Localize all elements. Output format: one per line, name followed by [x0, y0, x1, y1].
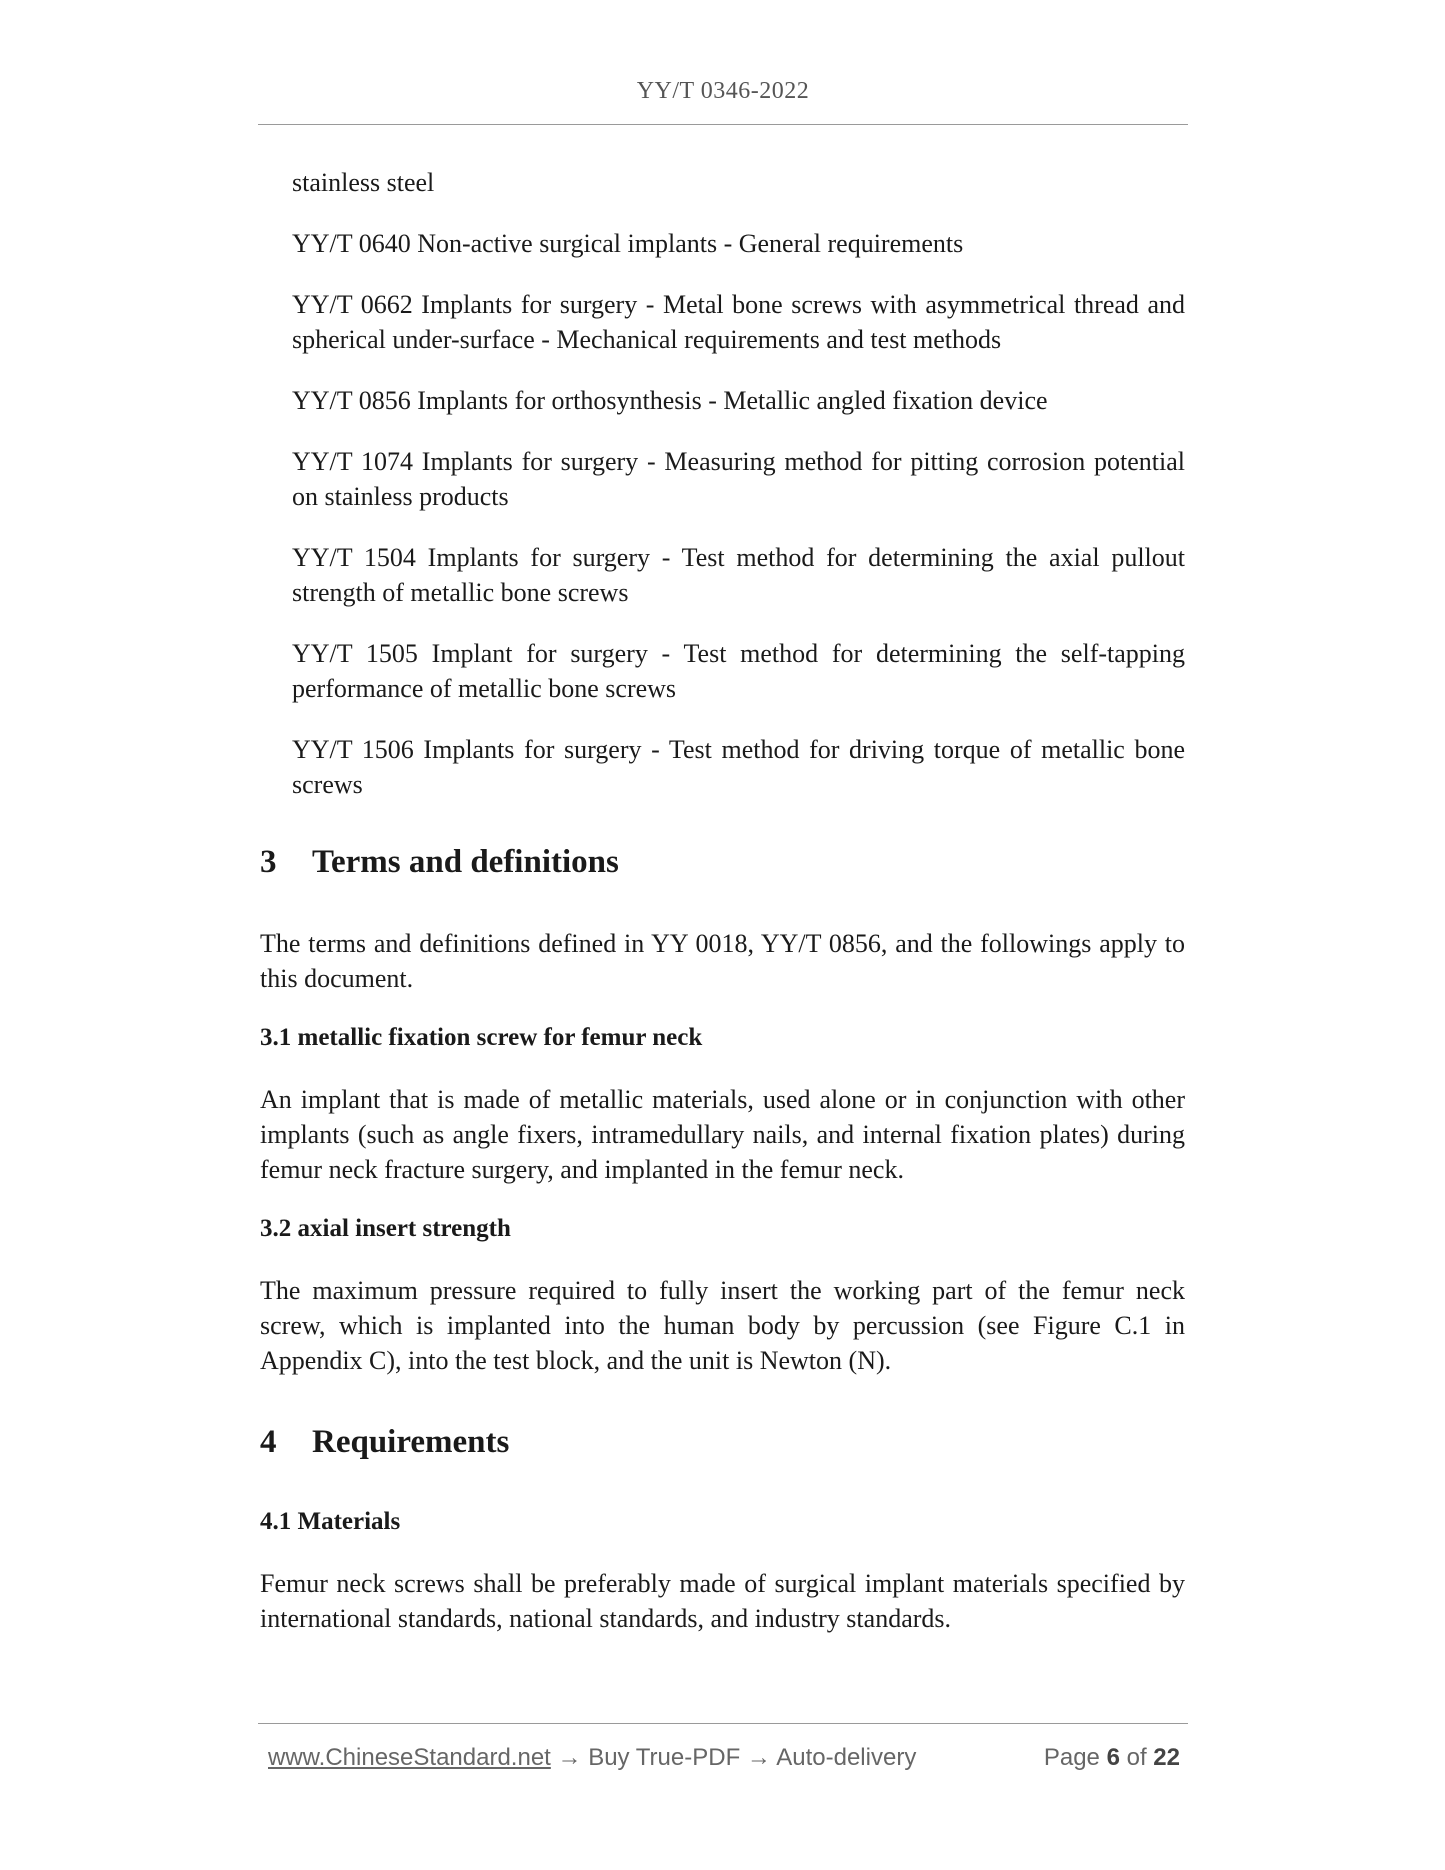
site-link[interactable]: www.ChineseStandard.net — [268, 1744, 551, 1771]
reference-item: YY/T 1504 Implants for surgery - Test method for determining the axial pullout strength of metallic bone screws — [292, 543, 1185, 607]
reference-item: stainless steel — [292, 168, 435, 197]
reference-item: YY/T 1505 Implant for surgery - Test method for determining the self-tapping performance of metallic bone screws — [292, 639, 1185, 703]
reference-item: YY/T 0662 Implants for surgery - Metal bone screws with asymmetrical thread and spherical under-surface - Mechanical requirements and test methods — [292, 290, 1185, 354]
section-number: 3 — [260, 844, 277, 880]
page-total: 22 — [1153, 1744, 1180, 1771]
page-label: Page — [1043, 1744, 1100, 1771]
auto-delivery-text: Auto-delivery — [776, 1744, 917, 1771]
section-3-intro: The terms and definitions defined in YY 0018, YY/T 0856, and the followings apply to this document. — [260, 929, 1185, 993]
document-header: YY/T 0346-2022 — [636, 78, 810, 104]
arrow-right-icon: → — [557, 1744, 582, 1771]
page-footer — [268, 1744, 1180, 1780]
section-4-heading — [260, 1422, 1185, 1462]
arrow-right-icon: → — [746, 1744, 771, 1771]
section-title: Requirements — [312, 1424, 510, 1460]
section-3-heading — [260, 842, 1185, 882]
reference-item: YY/T 0640 Non-active surgical implants - General requirements — [292, 229, 964, 258]
section-number: 4 — [260, 1424, 277, 1460]
header-divider — [258, 124, 1188, 125]
buy-pdf-text: Buy True-PDF — [588, 1744, 741, 1771]
page-number: 6 — [1106, 1744, 1120, 1771]
subsection-3-1-text: An implant that is made of metallic materials, used alone or in conjunction with other implants (such as angle fixers, intramedullary nails, and internal fixation plates) during femur neck fracture surgery, and implanted in the femur neck. — [260, 1085, 1185, 1184]
subsection-4-1-heading: 4.1 Materials — [260, 1508, 401, 1535]
reference-item: YY/T 1506 Implants for surgery - Test method for driving torque of metallic bone screws — [292, 735, 1185, 799]
subsection-3-1-heading: 3.1 metallic fixation screw for femur neck — [260, 1024, 703, 1051]
normative-references-list — [292, 165, 1185, 828]
reference-item: YY/T 1074 Implants for surgery - Measuring method for pitting corrosion potential on stainless products — [292, 447, 1185, 511]
of-label: of — [1126, 1744, 1147, 1771]
subsection-3-2-text: The maximum pressure required to fully insert the working part of the femur neck screw, which is implanted into the human body by percussion (see Figure C.1 in Appendix C), into the test block, and the unit is Newton (N). — [260, 1276, 1185, 1375]
document-body — [260, 842, 1185, 1662]
reference-item: YY/T 0856 Implants for orthosynthesis - Metallic angled fixation device — [292, 386, 1048, 415]
subsection-3-2-heading: 3.2 axial insert strength — [260, 1215, 511, 1242]
footer-links — [268, 1744, 916, 1772]
section-title: Terms and definitions — [312, 844, 619, 880]
subsection-4-1-text: Femur neck screws shall be preferably made of surgical implant materials specified by international standards, national standards, and industry standards. — [260, 1569, 1185, 1633]
page-indicator — [1044, 1744, 1180, 1772]
footer-divider — [258, 1723, 1188, 1724]
